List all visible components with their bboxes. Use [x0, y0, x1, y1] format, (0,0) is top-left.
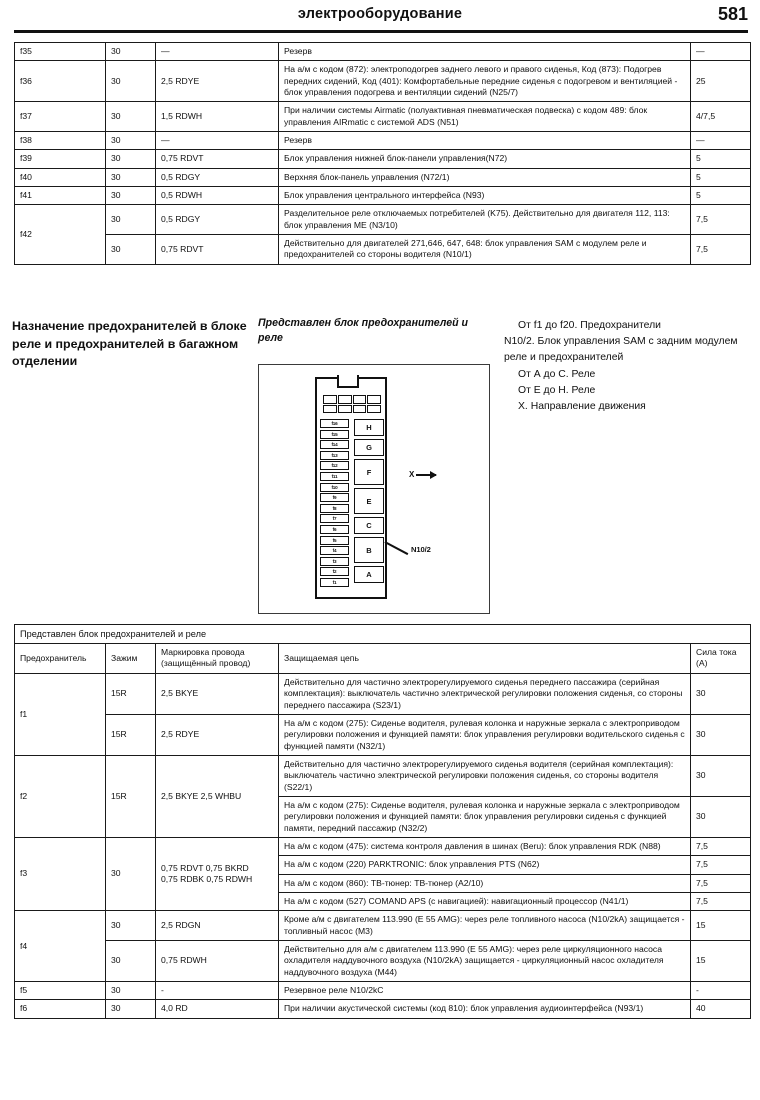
column-header-amps [691, 644, 751, 674]
fuse-terminal: 15R [106, 755, 156, 837]
fuse-slot-f4: f4 [320, 546, 349, 555]
fuse-amps: 25 [691, 61, 751, 102]
fuse-terminal: 30 [106, 132, 156, 150]
fuse-terminal: 30 [106, 187, 156, 205]
connector-cell [353, 395, 367, 404]
fuse-slot-f5: f5 [320, 536, 349, 545]
fuse-terminal: 30 [106, 61, 156, 102]
page-number: 581 [717, 4, 748, 24]
fuse-id: f3 [15, 837, 106, 910]
middle-section [0, 316, 760, 616]
relay-B: B [354, 537, 384, 563]
column-header-circuit: Защищаемая цепь [279, 644, 691, 674]
connector-grid [323, 395, 381, 413]
arrow-right-icon [416, 474, 436, 476]
bottom-fuse-table-container [14, 624, 750, 1019]
fuse-id: f41 [15, 187, 106, 205]
fuse-circuit: Действительно для двигателей 271,646, 647, 648: блок управления SAM с модулем реле и предохранителей со стороны водителя (N10/1) [279, 235, 691, 265]
connector-cell [338, 405, 352, 414]
column-header-amps-line1: Сила тока [696, 647, 737, 658]
fuse-circuit: Резерв [279, 43, 691, 61]
fuse-amps: 30 [691, 714, 751, 755]
fuse-amps: 7,5 [691, 205, 751, 235]
fuse-amps: 4/7,5 [691, 102, 751, 132]
callout-leader-line [385, 541, 409, 555]
fuse-amps: 7,5 [691, 837, 751, 855]
bottom-fuse-table [14, 624, 751, 1019]
fuse-terminal: 30 [106, 168, 156, 186]
fuse-amps: 5 [691, 187, 751, 205]
fuse-terminal: 30 [106, 1000, 156, 1018]
header-divider [14, 30, 748, 33]
fuse-slot-f6: f6 [320, 525, 349, 534]
fuse-amps: 7,5 [691, 892, 751, 910]
column-header-wire-line2: (защищённый провод) [161, 658, 251, 669]
fuse-slot-f13: f13 [320, 451, 349, 460]
fuse-wire: 2,5 RDYE [156, 714, 279, 755]
top-fuse-table-container [14, 42, 750, 265]
table-row [15, 911, 751, 941]
fuse-slot-f12: f12 [320, 461, 349, 470]
fuse-circuit: На а/м с кодом (220) PARKTRONIC: блок управления PTS (N62) [279, 856, 691, 874]
fuse-slot-f9: f9 [320, 493, 349, 502]
fuse-wire: 2,5 RDGN [156, 911, 279, 941]
page-header [0, 6, 760, 38]
fuse-id: f35 [15, 43, 106, 61]
fuse-amps: — [691, 132, 751, 150]
table-row [15, 837, 751, 855]
fuse-circuit: На а/м с кодом (860): ТВ-тюнер: ТВ-тюнер (A2/10) [279, 874, 691, 892]
fuse-slot-f16: f16 [320, 419, 349, 428]
fuse-id: f37 [15, 102, 106, 132]
fuse-wire: 2,5 BKYE 2,5 WHBU [156, 755, 279, 837]
fuse-wire: 4,0 RD [156, 1000, 279, 1018]
fuse-slot-f2: f2 [320, 567, 349, 576]
table-row [15, 102, 751, 132]
relay-G: G [354, 439, 384, 456]
fuse-amps: 7,5 [691, 874, 751, 892]
fuse-terminal: 15R [106, 673, 156, 714]
fuse-wire: 0,75 RDVT [156, 235, 279, 265]
legend-item-relays-e-h: От Е до Н. Реле [518, 384, 596, 396]
fuse-slot-f7: f7 [320, 514, 349, 523]
fuse-wire: 2,5 BKYE [156, 673, 279, 714]
table-row [15, 61, 751, 102]
fuse-circuit: На а/м с кодом (527) COMAND APS (с навигацией): навигационный процессор (N41/1) [279, 892, 691, 910]
fuse-amps: 15 [691, 911, 751, 941]
fuse-circuit: Действительно для частично электрорегулируемого сиденья водителя (серийная комплектация): выключатель частично электрической регулировки положения сиденья, со стороны водителя (S22/1) [279, 755, 691, 796]
fuse-amps: 15 [691, 941, 751, 982]
fuse-terminal: 30 [106, 941, 156, 982]
fuse-circuit: Разделительное реле отключаемых потребителей (K75). Действительно для двигателя 112, 113: блок управления ME (N3/10) [279, 205, 691, 235]
fuse-terminal: 15R [106, 714, 156, 755]
table-row [15, 941, 751, 982]
fuse-terminal: 30 [106, 235, 156, 265]
table-row [15, 132, 751, 150]
fuse-circuit: На а/м с кодом (475): система контроля давления в шинах (Beru): блок управления RDK (N88) [279, 837, 691, 855]
fuse-slot-f14: f14 [320, 440, 349, 449]
fuse-wire: — [156, 43, 279, 61]
fuse-slot-f1: f1 [320, 578, 349, 587]
callout-label-n10-2: N10/2 [411, 545, 431, 554]
fuse-id: f38 [15, 132, 106, 150]
fuse-id: f5 [15, 982, 106, 1000]
fuse-circuit: На а/м с кодом (275): Сиденье водителя, рулевая колонка и наружные зеркала с электроприводом регулировки положения и функцией памяти: блок управления регулировки сиденья с функцией памяти, передний пассажир (N32/2) [279, 796, 691, 837]
connector-cell [338, 395, 352, 404]
fuse-terminal: 30 [106, 911, 156, 941]
fuse-wire [156, 837, 279, 910]
fuse-circuit: Резервное реле N10/2kC [279, 982, 691, 1000]
figure-caption: Представлен блок предохранителей и реле [258, 317, 468, 345]
connector-cell [353, 405, 367, 414]
top-fuse-table [14, 42, 751, 265]
fuse-circuit: Кроме а/м с двигателем 113.990 (E 55 AMG): через реле топливного насоса (N10/2kA) защищается - топливный насос (M3) [279, 911, 691, 941]
fuse-id: f42 [15, 205, 106, 264]
section-heading: Назначение предохранителей в блоке реле и предохранителей в багажном отделении [12, 319, 247, 369]
figure-legend [504, 318, 754, 415]
fuse-wire: 0,5 RDGY [156, 205, 279, 235]
fuse-terminal: 30 [106, 150, 156, 168]
fuse-wire: 1,5 RDWH [156, 102, 279, 132]
fuse-circuit: Резерв [279, 132, 691, 150]
fuse-wire: 2,5 RDYE [156, 61, 279, 102]
relay-E: E [354, 488, 384, 514]
fuse-amps: 7,5 [691, 856, 751, 874]
fuse-amps: 5 [691, 150, 751, 168]
fuse-slot-f3: f3 [320, 557, 349, 566]
fuse-circuit: Блок управления центрального интерфейса (N93) [279, 187, 691, 205]
table-row [15, 235, 751, 265]
column-header-wire-line1: Маркировка провода [161, 647, 245, 658]
fuse-wire-line2: 0,75 RDBK 0,75 RDWH [161, 874, 253, 885]
table-row [15, 755, 751, 796]
column-header-amps-line2: (A) [696, 658, 708, 669]
fuse-circuit: Действительно для частично электрорегулируемого сиденья переднего пассажира (серийная комплектация): выключатель частично электрической регулировки положения сиденья, со стороны переднего пассажира (S23/1) [279, 673, 691, 714]
page-title: электрооборудование [297, 6, 463, 22]
connector-cell [323, 405, 337, 414]
table-row [15, 205, 751, 235]
fuse-wire: 0,75 RDWH [156, 941, 279, 982]
table-row [15, 168, 751, 186]
fuse-terminal: 30 [106, 205, 156, 235]
fuse-wire: 0,5 RDGY [156, 168, 279, 186]
fuse-id: f6 [15, 1000, 106, 1018]
fuse-wire: 0,75 RDVT [156, 150, 279, 168]
fuse-slot-column [320, 419, 349, 589]
fuse-terminal: 30 [106, 837, 156, 910]
table-row [15, 673, 751, 714]
fuse-circuit: При наличии акустической системы (код 810): блок управления аудиоинтерфейса (N93/1) [279, 1000, 691, 1018]
fuse-circuit: На а/м с кодом (872): электроподогрев заднего левого и правого сиденья, Код (873): Подогрев передних сидений, Код (401): Комфортабельные передние сиденья с подогревом и вентиляцией - блок управления подогрева и вентиляции сидений (N25/7) [279, 61, 691, 102]
direction-of-travel-marker [409, 470, 436, 479]
column-header-fuse: Предохранитель [15, 644, 106, 674]
fuse-id: f2 [15, 755, 106, 837]
fuse-circuit: Действительно для а/м с двигателем 113.990 (E 55 AMG): через реле циркуляционного насоса охладителя наддувочного воздуха (N10/2kA) защищается - циркуляционный насос охладителя наддувочного воздуха (M44) [279, 941, 691, 982]
fuse-id: f39 [15, 150, 106, 168]
fuse-slot-f11: f11 [320, 472, 349, 481]
table-caption-row [15, 625, 751, 644]
fuse-slot-f15: f15 [320, 430, 349, 439]
fuse-circuit: Верхняя блок-панель управления (N72/1) [279, 168, 691, 186]
connector-cell [367, 405, 381, 414]
fuse-wire-line1: 0,75 RDVT 0,75 BKRD [161, 862, 249, 873]
fuse-id: f40 [15, 168, 106, 186]
table-row [15, 150, 751, 168]
fuse-box-diagram [258, 364, 490, 614]
legend-item-sam-module: N10/2. Блок управления SAM с задним модулем реле и предохранителей [504, 336, 738, 364]
fuse-amps: 40 [691, 1000, 751, 1018]
fuse-terminal: 30 [106, 102, 156, 132]
fuse-wire: 0,5 RDWH [156, 187, 279, 205]
table-header-row [15, 644, 751, 674]
column-header-terminal: Зажим [106, 644, 156, 674]
column-header-wire [156, 644, 279, 674]
fuse-terminal: 30 [106, 982, 156, 1000]
table-row [15, 982, 751, 1000]
fuse-terminal: 30 [106, 43, 156, 61]
fuse-slot-f10: f10 [320, 483, 349, 492]
fuse-amps: 7,5 [691, 235, 751, 265]
fuse-id: f36 [15, 61, 106, 102]
relay-C: C [354, 517, 384, 534]
fuse-circuit: Блок управления нижней блок-панели управления(N72) [279, 150, 691, 168]
relay-A: A [354, 566, 384, 583]
table-row [15, 1000, 751, 1018]
table-caption: Представлен блок предохранителей и реле [15, 625, 751, 644]
legend-item-direction: X. Направление движения [518, 401, 646, 413]
legend-item-fuses: От f1 до f20. Предохранители [518, 320, 661, 331]
relay-H: H [354, 419, 384, 436]
fuse-wire: — [156, 132, 279, 150]
relay-column [354, 419, 384, 586]
fuse-circuit: При наличии системы Airmatic (полуактивная пневматическая подвеска) с кодом 489: блок управления AIRmatic с системой ADS (N51) [279, 102, 691, 132]
table-row [15, 43, 751, 61]
fuse-wire: - [156, 982, 279, 1000]
fuse-box-notch [337, 375, 359, 388]
fuse-circuit: На а/м с кодом (275): Сиденье водителя, рулевая колонка и наружные зеркала с электроприводом регулировки положения и функцией памяти: блок управления регулировки водительского сиденья с функцией памяти (N32/1) [279, 714, 691, 755]
connector-cell [367, 395, 381, 404]
fuse-amps: 30 [691, 755, 751, 796]
legend-item-relays-a-c: От А до С. Реле [518, 368, 596, 380]
fuse-amps: - [691, 982, 751, 1000]
fuse-id: f4 [15, 911, 106, 982]
direction-label: X [409, 470, 415, 479]
connector-cell [323, 395, 337, 404]
fuse-amps: 5 [691, 168, 751, 186]
fuse-amps: 30 [691, 796, 751, 837]
fuse-slot-f8: f8 [320, 504, 349, 513]
table-row [15, 187, 751, 205]
fuse-amps: — [691, 43, 751, 61]
fuse-amps: 30 [691, 673, 751, 714]
table-row [15, 714, 751, 755]
fuse-id: f1 [15, 673, 106, 755]
relay-F: F [354, 459, 384, 485]
